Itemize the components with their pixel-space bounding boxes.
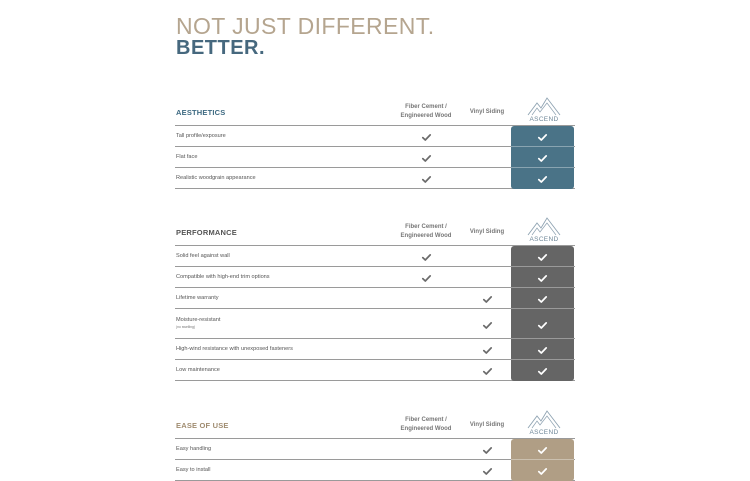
section-performance xyxy=(175,216,575,381)
ascend-logo-text: ASCEND xyxy=(529,116,559,123)
ascend-cell xyxy=(511,439,574,460)
check-icon xyxy=(538,468,547,475)
section-aesthetics xyxy=(175,96,575,189)
check-icon xyxy=(483,468,492,475)
row-label: Lifetime warranty xyxy=(176,295,219,301)
check-icon xyxy=(538,347,547,354)
row-label: Solid feel against wall xyxy=(176,253,230,259)
check-icon xyxy=(538,368,547,375)
ascend-cell xyxy=(511,168,574,189)
headline-line-1: NOT JUST DIFFERENT. xyxy=(176,13,435,39)
row-label: Easy to install xyxy=(176,467,211,473)
check-icon xyxy=(422,134,431,141)
check-icon xyxy=(422,176,431,183)
ascend-cell xyxy=(511,339,574,360)
ascend-logo-text: ASCEND xyxy=(529,429,559,436)
ascend-cell xyxy=(511,360,574,381)
column-header-fiber-cement xyxy=(396,103,456,121)
section-ease xyxy=(175,409,575,481)
check-icon xyxy=(422,275,431,282)
check-icon xyxy=(538,296,547,303)
column-header-line: Engineered Wood xyxy=(400,113,452,119)
row-label: High-wind resistance with unexposed fasteners xyxy=(176,346,293,352)
ascend-column-band xyxy=(511,246,574,381)
section-header xyxy=(175,216,575,246)
check-icon xyxy=(483,447,492,454)
row-label: Moisture-resistant xyxy=(176,317,221,323)
check-icon xyxy=(538,447,547,454)
check-icon xyxy=(422,155,431,162)
row-label: Flat face xyxy=(176,154,198,160)
headline xyxy=(176,14,435,58)
check-icon xyxy=(538,254,547,261)
check-icon xyxy=(483,368,492,375)
ascend-column-band xyxy=(511,439,574,481)
row-label: Easy handling xyxy=(176,446,212,452)
check-icon xyxy=(483,322,492,329)
ascend-cell xyxy=(511,246,574,267)
ascend-logo xyxy=(525,95,563,125)
ascend-logo xyxy=(525,215,563,245)
row-label: Compatible with high-end trim options xyxy=(176,274,270,280)
headline-line-2: BETTER. xyxy=(176,37,266,59)
section-header xyxy=(175,409,575,439)
ascend-cell xyxy=(511,460,574,481)
section-rows xyxy=(175,246,575,381)
column-header-vinyl: Vinyl Siding xyxy=(469,229,505,235)
check-icon xyxy=(538,275,547,282)
ascend-logo-text: ASCEND xyxy=(529,236,559,243)
ascend-column-band xyxy=(511,126,574,189)
check-icon xyxy=(538,134,547,141)
section-title: PERFORMANCE xyxy=(176,228,237,237)
section-rows xyxy=(175,439,575,481)
section-rows xyxy=(175,126,575,189)
row-label: Realistic woodgrain appearance xyxy=(176,175,256,181)
column-header-fiber-cement xyxy=(396,416,456,434)
column-header-line: Fiber Cement / xyxy=(405,224,447,230)
column-header-line: Engineered Wood xyxy=(400,233,452,239)
row-label: Low maintenance xyxy=(176,367,220,373)
column-header-line: Engineered Wood xyxy=(400,426,452,432)
check-icon xyxy=(538,155,547,162)
section-title: AESTHETICS xyxy=(176,108,226,117)
column-header-vinyl: Vinyl Siding xyxy=(469,109,505,115)
row-sublabel: (no swelling) xyxy=(176,325,196,329)
ascend-cell xyxy=(511,288,574,309)
ascend-cell xyxy=(511,147,574,168)
column-header-line: Fiber Cement / xyxy=(405,417,447,423)
check-icon xyxy=(538,176,547,183)
check-icon xyxy=(483,347,492,354)
check-icon xyxy=(538,322,547,329)
section-header xyxy=(175,96,575,126)
ascend-cell xyxy=(511,309,574,339)
check-icon xyxy=(483,296,492,303)
row-label: Tall profile/exposure xyxy=(176,133,226,139)
column-header-line: Fiber Cement / xyxy=(405,104,447,110)
ascend-cell xyxy=(511,126,574,147)
section-title: EASE OF USE xyxy=(176,421,229,430)
column-header-fiber-cement xyxy=(396,223,456,241)
check-icon xyxy=(422,254,431,261)
column-header-vinyl: Vinyl Siding xyxy=(469,422,505,428)
ascend-logo xyxy=(525,408,563,438)
ascend-cell xyxy=(511,267,574,288)
